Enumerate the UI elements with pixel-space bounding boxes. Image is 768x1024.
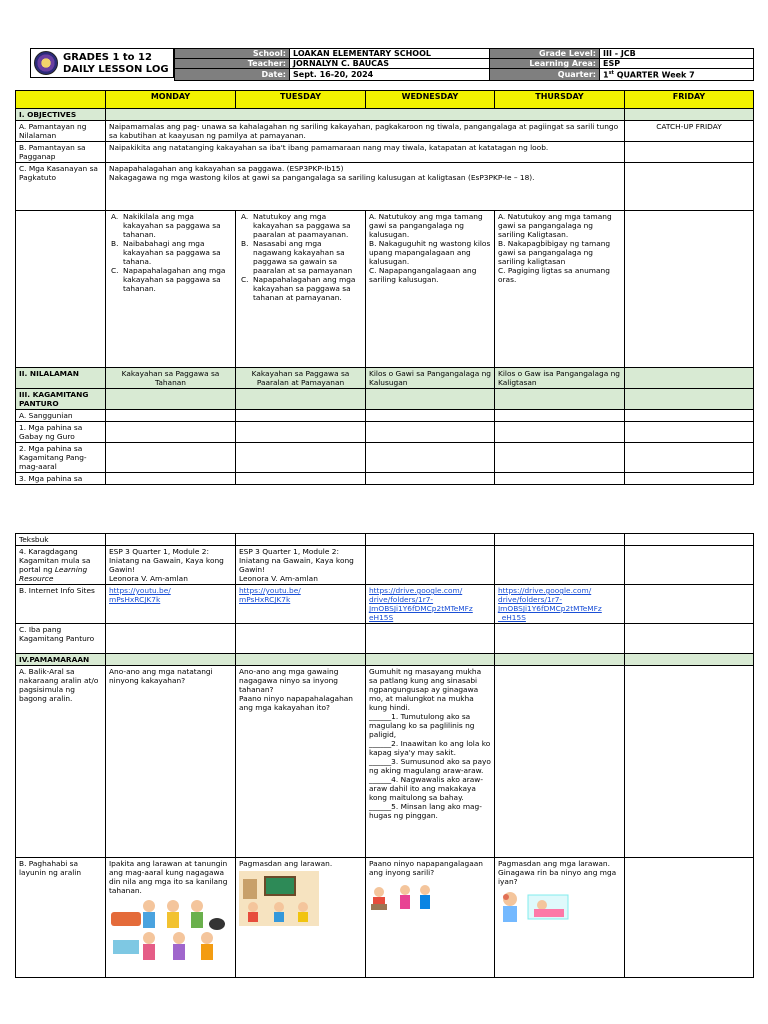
pamantayan-nilalaman-text: Naipamamalas ang pag- unawa sa kahalagahan ng sariling kakayahan, pagkakaroon ng tiwala, pangangalaga at pagiingat sa sarili tungo sa kabutihan at kaayusan ng pamilya at pamayanan.: [106, 121, 625, 142]
date-value: Sept. 16-20, 2024: [290, 69, 490, 81]
paghahabi-thursday: [495, 858, 625, 978]
lesson-log-table-1: [15, 90, 754, 485]
safety-image: [498, 889, 572, 925]
internet-sites-label: B. Internet Info Sites: [16, 585, 106, 624]
gabay-row: [16, 422, 754, 443]
kasanayan-line-2: Nakagagawa ng mga wastong kilos at gawi sa pangangalaga sa sariling kalusugan at kaligtasan (EsP3PKP-Ie – 18).: [109, 173, 535, 182]
balik-aral-wednesday: Gumuhit ng masayang mukha sa patlang kung ang sinasabi ngpangungusap ay ginagawa mo, at malungkot na mukha kung hindi. ______1. Tumutulong ako sa magulang ko sa paglilinis ng paligid, ______2. Inaawitan ko ang lola ko kapag siya'y may sakit. ______3. Sumusunod ako sa payo ng aking magulang araw-araw. ______4. Nagwawalis ako araw-araw dahil ito ang makakaya kong maitulong sa bahay. ______5. Minsan lang ako mag-hugas ng pinggan.: [366, 666, 495, 858]
sanggunian-label: A. Sanggunian: [16, 410, 106, 422]
list-item: A. Natutukoy ang mga kakayahan sa paggawa sa paaralan at paamayanan.: [241, 212, 351, 239]
paghahabi-thursday-text: Pagmasdan ang mga larawan. Ginagawa rin ba ninyo ang mga iyan?: [498, 859, 617, 886]
day-header-row: [16, 91, 754, 109]
tuesday-objective-list: [239, 212, 362, 302]
day-friday: FRIDAY: [625, 91, 754, 109]
pamantayan-pagganap-text: Naipakikita ang natatanging kakayahan sa iba't ibang pamamaraan nang may tiwala, katapatan at katatagan ng loob.: [106, 142, 625, 163]
classroom-image: [239, 871, 319, 926]
page-2: [0, 525, 768, 1005]
teksbuk-cont-label: Teksbuk: [16, 534, 106, 546]
self-care-image: [369, 880, 439, 920]
sanggunian-row: [16, 410, 754, 422]
pamantayan-nilalaman-row: [16, 121, 754, 142]
balik-aral-tuesday: Ano-ano ang mga gawaing nagagawa ninyo sa inyong tahanan? Paano ninyo napapahalagahan ang mga kakayahan ito?: [236, 666, 366, 858]
nilalaman-thursday: Kilos o Gaw isa Pangangalaga ng Kaligtasan: [495, 368, 625, 389]
day-thursday: THURSDAY: [495, 91, 625, 109]
kagamitang-pang-mag-aaral-row: [16, 443, 754, 473]
kasanayan-line-1: Napapahalagahan ang kakayahan sa paggawa. (ESP3PKP-Ib15): [109, 164, 344, 173]
kagamitan-label: III. KAGAMITANG PANTURO: [16, 389, 106, 410]
internet-sites-row: [16, 585, 754, 624]
header-title: [63, 52, 169, 76]
paghahabi-wednesday: [366, 858, 495, 978]
kagamitang-pang-mag-aaral-label: 2. Mga pahina sa Kagamitang Pang-mag-aaral: [16, 443, 106, 473]
nilalaman-label: II. NILALAMAN: [16, 368, 106, 389]
paghahabi-row: [16, 858, 754, 978]
teacher-value: JORNALYN C. BAUCAS: [290, 59, 490, 69]
wednesday-objectives: A. Natutukoy ang mga tamang gawi sa pangangalaga ng kalusugan. B. Nakaguguhit ng wastong kilos upang mapangalagaan ang kalusugan. C. Napapangangalagaan ang sariling kalusugan.: [366, 211, 495, 368]
blank-header-cell: [16, 91, 106, 109]
title-line-2: DAILY LESSON LOG: [63, 64, 169, 75]
teksbuk-label: 3. Mga pahina sa: [16, 473, 106, 485]
area-label: Learning Area:: [490, 59, 600, 69]
list-item: B. Nasasabi ang mga nagawang kakayahan sa paggawa sa gawain sa paaralan at sa pamayanan: [241, 239, 353, 275]
school-label: School:: [175, 49, 290, 59]
kasanayan-row: [16, 163, 754, 211]
balik-aral-label: A. Balik-Aral sa nakaraang aralin at/o pagsisimula ng bagong aralin.: [16, 666, 106, 858]
date-label: Date:: [175, 69, 290, 81]
paghahabi-tuesday: [236, 858, 366, 978]
karagdagang-monday: ESP 3 Quarter 1, Module 2: Iniatang na Gawain, Kaya kong Gawin! Leonora V. Am-amlan: [106, 546, 236, 585]
pamantayan-nilalaman-label: A. Pamantayan ng Nilalaman: [16, 121, 106, 142]
youtube-link-monday[interactable]: https://youtu.be/ mPsHxRCJK7k: [109, 586, 171, 604]
catch-up-friday: CATCH-UP FRIDAY: [625, 121, 754, 142]
day-tuesday: TUESDAY: [236, 91, 366, 109]
objectives-row: [16, 109, 754, 121]
quarter-sup: st: [608, 70, 614, 76]
karagdagang-kagamitan-label: 4. Karagdagang Kagamitan mula sa portal ng Learning Resource: [16, 546, 106, 585]
page-1: [0, 0, 768, 483]
gabay-label: 1. Mga pahina sa Gabay ng Guro: [16, 422, 106, 443]
quarter-label: Quarter:: [490, 69, 600, 81]
drive-link-thursday[interactable]: https://drive.google.com/ drive/folders/1r7- JmOBSJi1Y6fDMCp2tMTeMFz _eH15S: [498, 586, 602, 622]
objectives-heading: I. OBJECTIVES: [16, 109, 106, 121]
header-info-table: [174, 48, 754, 81]
youtube-link-tuesday[interactable]: https://youtu.be/ mPsHxRCJK7k: [239, 586, 301, 604]
iba-pang-kagamitan-row: [16, 624, 754, 654]
household-chores-image: [109, 898, 227, 966]
balik-aral-monday: Ano-ano ang mga natatangi ninyong kakayahan?: [106, 666, 236, 858]
pamamaraan-row: [16, 654, 754, 666]
paghahabi-label: B. Paghahabi sa layunin ng aralin: [16, 858, 106, 978]
balik-aral-row: [16, 666, 754, 858]
school-value: LOAKAN ELEMENTARY SCHOOL: [290, 49, 490, 59]
quarter-number: 1: [603, 70, 609, 80]
area-value: ESP: [600, 59, 754, 69]
karagdagang-tuesday: ESP 3 Quarter 1, Module 2: Iniatang na Gawain, Kaya kong Gawin! Leonora V. Am-amlan: [236, 546, 366, 585]
grade-value: III - JCB: [600, 49, 754, 59]
pamantayan-pagganap-label: B. Pamantayan sa Pagganap: [16, 142, 106, 163]
nilalaman-row: [16, 368, 754, 389]
day-wednesday: WEDNESDAY: [366, 91, 495, 109]
paghahabi-wednesday-text: Paano ninyo napapangalagaan ang inyong sarili?: [369, 859, 483, 877]
title-line-1: GRADES 1 to 12: [63, 52, 152, 63]
paghahabi-monday: [106, 858, 236, 978]
teacher-label: Teacher:: [175, 59, 290, 69]
kasanayan-text: [106, 163, 625, 211]
teksbuk-cont-row: [16, 534, 754, 546]
pamamaraan-label: IV.PAMAMARAAN: [16, 654, 106, 666]
pamantayan-pagganap-row: [16, 142, 754, 163]
nilalaman-wednesday: Kilos o Gawi sa Pangangalaga ng Kalusugan: [366, 368, 495, 389]
day-monday: MONDAY: [106, 91, 236, 109]
drive-link-wednesday[interactable]: https://drive.google.com/ drive/folders/1r7- JmOBSJi1Y6fDMCp2tMTeMFz eH15S: [369, 586, 473, 622]
karagdagang-kagamitan-row: [16, 546, 754, 585]
paghahabi-monday-text: Ipakita ang larawan at tanungin ang mag-aaral kung nagagawa din nila ang mga ito sa kanilang tahanan.: [109, 859, 228, 895]
list-item: A. Nakikilala ang mga kakayahan sa paggawa sa tahanan.: [111, 212, 221, 239]
quarter-value: [600, 69, 754, 81]
list-item: C. Napapahalagahan ang mga kakayahan sa paggawa sa tahanan.: [111, 266, 226, 293]
quarter-rest: QUARTER Week 7: [613, 70, 695, 80]
list-item: B. Naibabahagi ang mga kakayahan sa paggawa sa tahana.: [111, 239, 221, 266]
grade-label: Grade Level:: [490, 49, 600, 59]
specific-objectives-row: [16, 211, 754, 368]
kagamitan-row: [16, 389, 754, 410]
deped-seal-icon: [34, 51, 58, 75]
nilalaman-monday: Kakayahan sa Paggawa sa Tahanan: [106, 368, 236, 389]
monday-objectives: [106, 211, 236, 368]
lesson-log-table-2: [15, 533, 754, 978]
tuesday-objectives: [236, 211, 366, 368]
iba-pang-kagamitan-label: C. Iba pang Kagamitang Panturo: [16, 624, 106, 654]
list-item: C. Napapahalagahan ang mga kakayahan sa paggawa sa tahanan at pamayanan.: [241, 275, 356, 302]
header-title-box: [30, 48, 174, 78]
paghahabi-tuesday-text: Pagmasdan ang larawan.: [239, 859, 333, 868]
monday-objective-list: [109, 212, 232, 293]
thursday-objectives: A. Natutukoy ang mga tamang gawi sa pangangalaga ng sariling Kaligtasan. B. Nakapagbibigay ng tamang gawi sa pangangalaga ng sariling kaligtasan C. Pagiging ligtas sa anumang oras.: [495, 211, 625, 368]
kasanayan-label: C. Mga Kasanayan sa Pagkatuto: [16, 163, 106, 211]
teksbuk-row: [16, 473, 754, 485]
nilalaman-tuesday: Kakayahan sa Paggawa sa Paaralan at Pamayanan: [236, 368, 366, 389]
